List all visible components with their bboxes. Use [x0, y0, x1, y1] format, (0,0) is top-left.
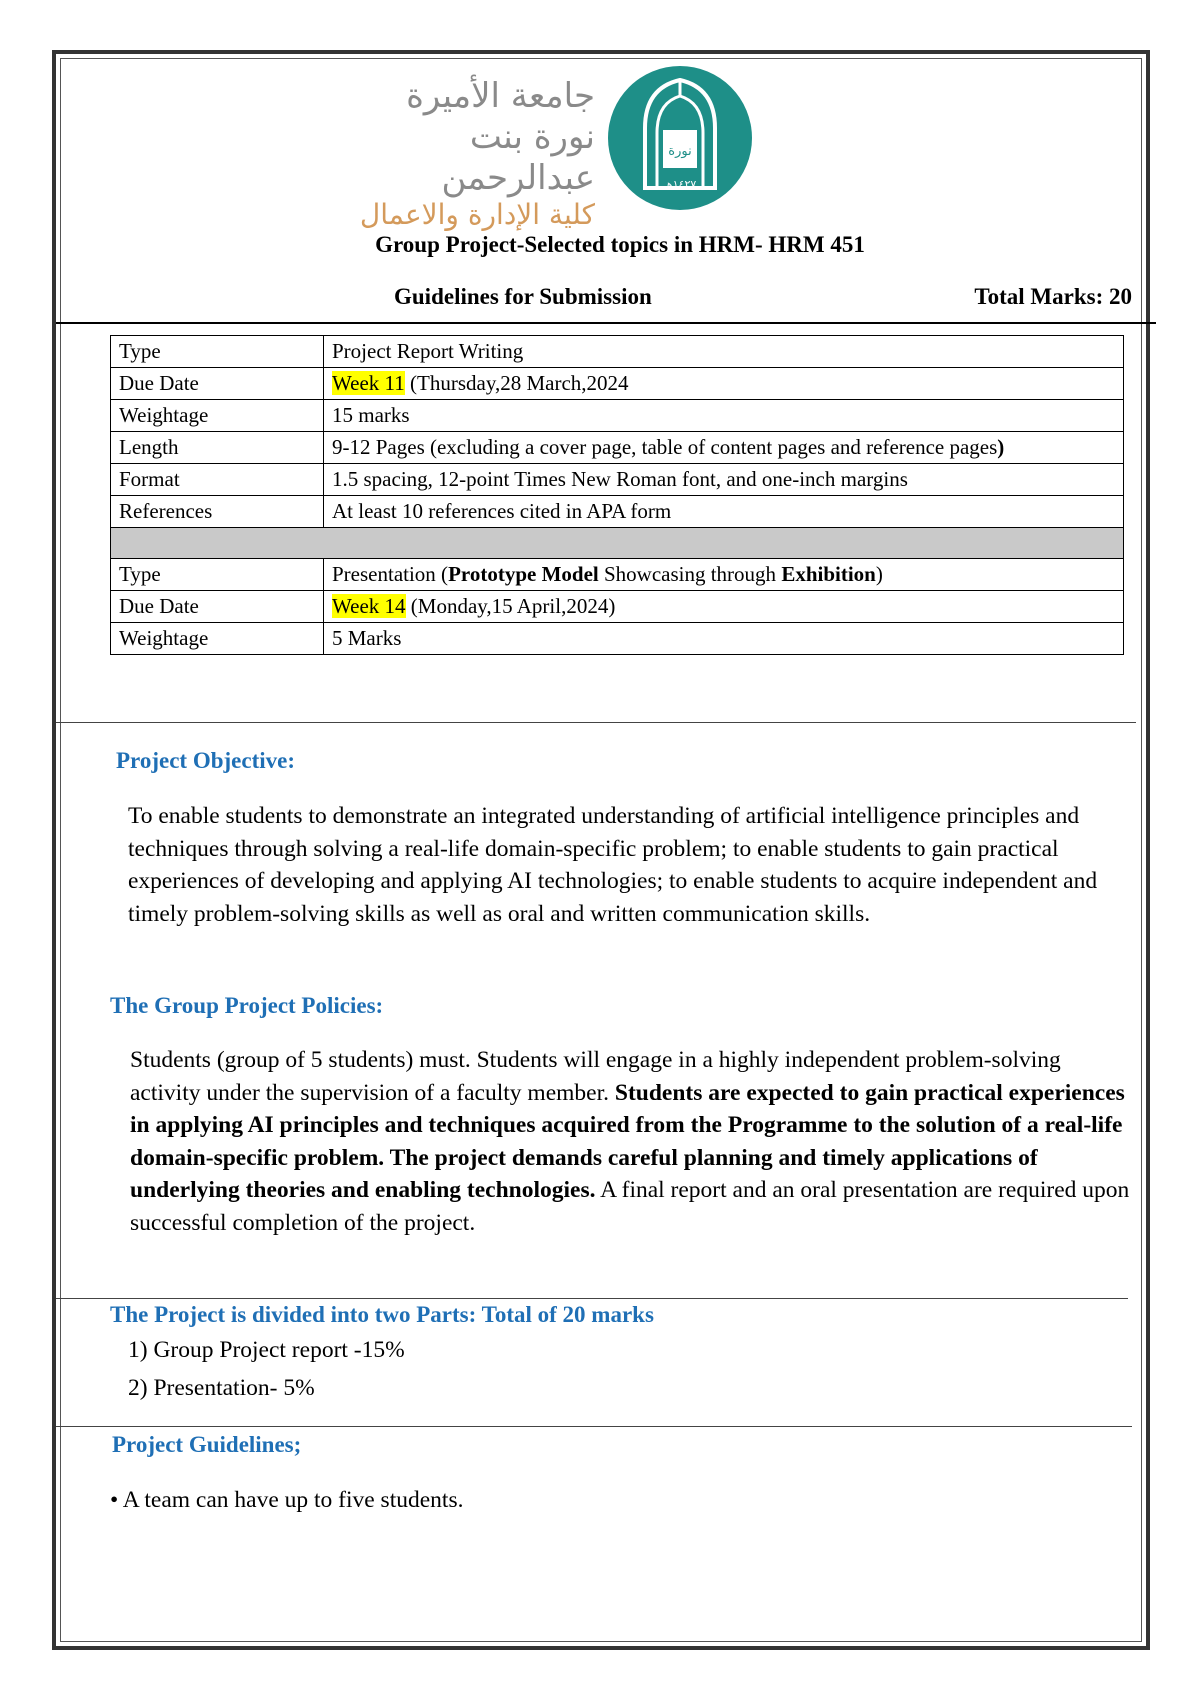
table-cell: Week 14 (Monday,15 April,2024): [324, 590, 1124, 622]
highlighted-week: Week 14: [332, 593, 406, 618]
policies-text: Students (group of 5 students) must. Students will engage in a highly independent problem-solving activity under the supervision of a faculty member. Students are expected to gain practical experiences in applying AI principles and techniques acquired from the Programme to the solution of a real-life domain-specific problem. The project demands careful planning and timely applications of underlying theories and enabling technologies. A final report and an oral presentation are required upon successful completion of the project.: [130, 1047, 1130, 1236]
table-row: [111, 558, 1124, 590]
section-divider: [56, 1298, 1128, 1299]
logo-line-1: جامعة الأميرة: [406, 76, 595, 116]
table-cell: Weightage: [111, 399, 324, 431]
table-cell: 9-12 Pages (excluding a cover page, table of content pages and reference pages): [324, 431, 1124, 463]
document-title: Group Project-Selected topics in HRM- HRM 451: [375, 232, 865, 257]
table-row: [111, 590, 1124, 622]
table-cell: Format: [111, 463, 324, 495]
table-cell: At least 10 references cited in APA form: [324, 495, 1124, 527]
table-cell: Presentation (Prototype Model Showcasing through Exhibition): [324, 558, 1124, 590]
logo-line-3: كلية الإدارة والاعمال: [359, 198, 595, 232]
section-divider: [56, 1426, 1132, 1427]
parts-item: 2) Presentation- 5%: [128, 1375, 315, 1401]
header-divider: [56, 322, 1156, 324]
table-cell: 15 marks: [324, 399, 1124, 431]
table-row: [111, 336, 1124, 368]
seal-text: نورة: [668, 144, 692, 159]
table-row: [111, 431, 1124, 463]
policies-heading: The Group Project Policies:: [110, 993, 384, 1018]
table-cell: Length: [111, 431, 324, 463]
objective-text: To enable students to demonstrate an integrated understanding of artificial intelligence principles and techniques through solving a real-life domain-specific problem; to enable students to gain practical experiences of developing and applying AI technologies; to enable students to acquire independent and timely problem-solving skills as well as oral and written communication skills.: [128, 803, 1098, 927]
table-row: [111, 495, 1124, 527]
table-cell: Project Report Writing: [324, 336, 1124, 368]
parts-item: 1) Group Project report -15%: [128, 1337, 405, 1363]
submission-table: [110, 335, 1124, 655]
table-cell: Type: [111, 558, 324, 590]
table-cell: Week 11 (Thursday,28 March,2024: [324, 367, 1124, 399]
table-cell: Due Date: [111, 590, 324, 622]
table-cell: Weightage: [111, 622, 324, 654]
guideline-bullet: • A team can have up to five students.: [110, 1487, 464, 1513]
table-cell: 1.5 spacing, 12-point Times New Roman font, and one-inch margins: [324, 463, 1124, 495]
table-cell: 5 Marks: [324, 622, 1124, 654]
table-row: [111, 399, 1124, 431]
section-divider: [56, 722, 1136, 723]
parts-heading: The Project is divided into two Parts: Total of 20 marks: [110, 1302, 654, 1327]
table-cell: Due Date: [111, 367, 324, 399]
objective-heading: Project Objective:: [116, 748, 296, 773]
university-seal-icon: [605, 58, 755, 218]
table-row: [111, 367, 1124, 399]
table-cell: References: [111, 495, 324, 527]
table-cell: Type: [111, 336, 324, 368]
university-logo: [340, 58, 760, 232]
logo-line-2: نورة بنت عبدالرحمن: [441, 116, 595, 198]
seal-year: ١٤٢٧هـ: [663, 178, 697, 191]
total-marks: Total Marks: 20: [974, 284, 1132, 309]
table-row: [111, 463, 1124, 495]
table-row: [111, 622, 1124, 654]
logo-arabic-text: [340, 76, 595, 232]
table-separator-row: [111, 527, 1124, 558]
guidelines-subtitle: Guidelines for Submission: [394, 284, 652, 309]
highlighted-week: Week 11: [332, 370, 405, 395]
guidelines-heading: Project Guidelines;: [112, 1432, 302, 1457]
